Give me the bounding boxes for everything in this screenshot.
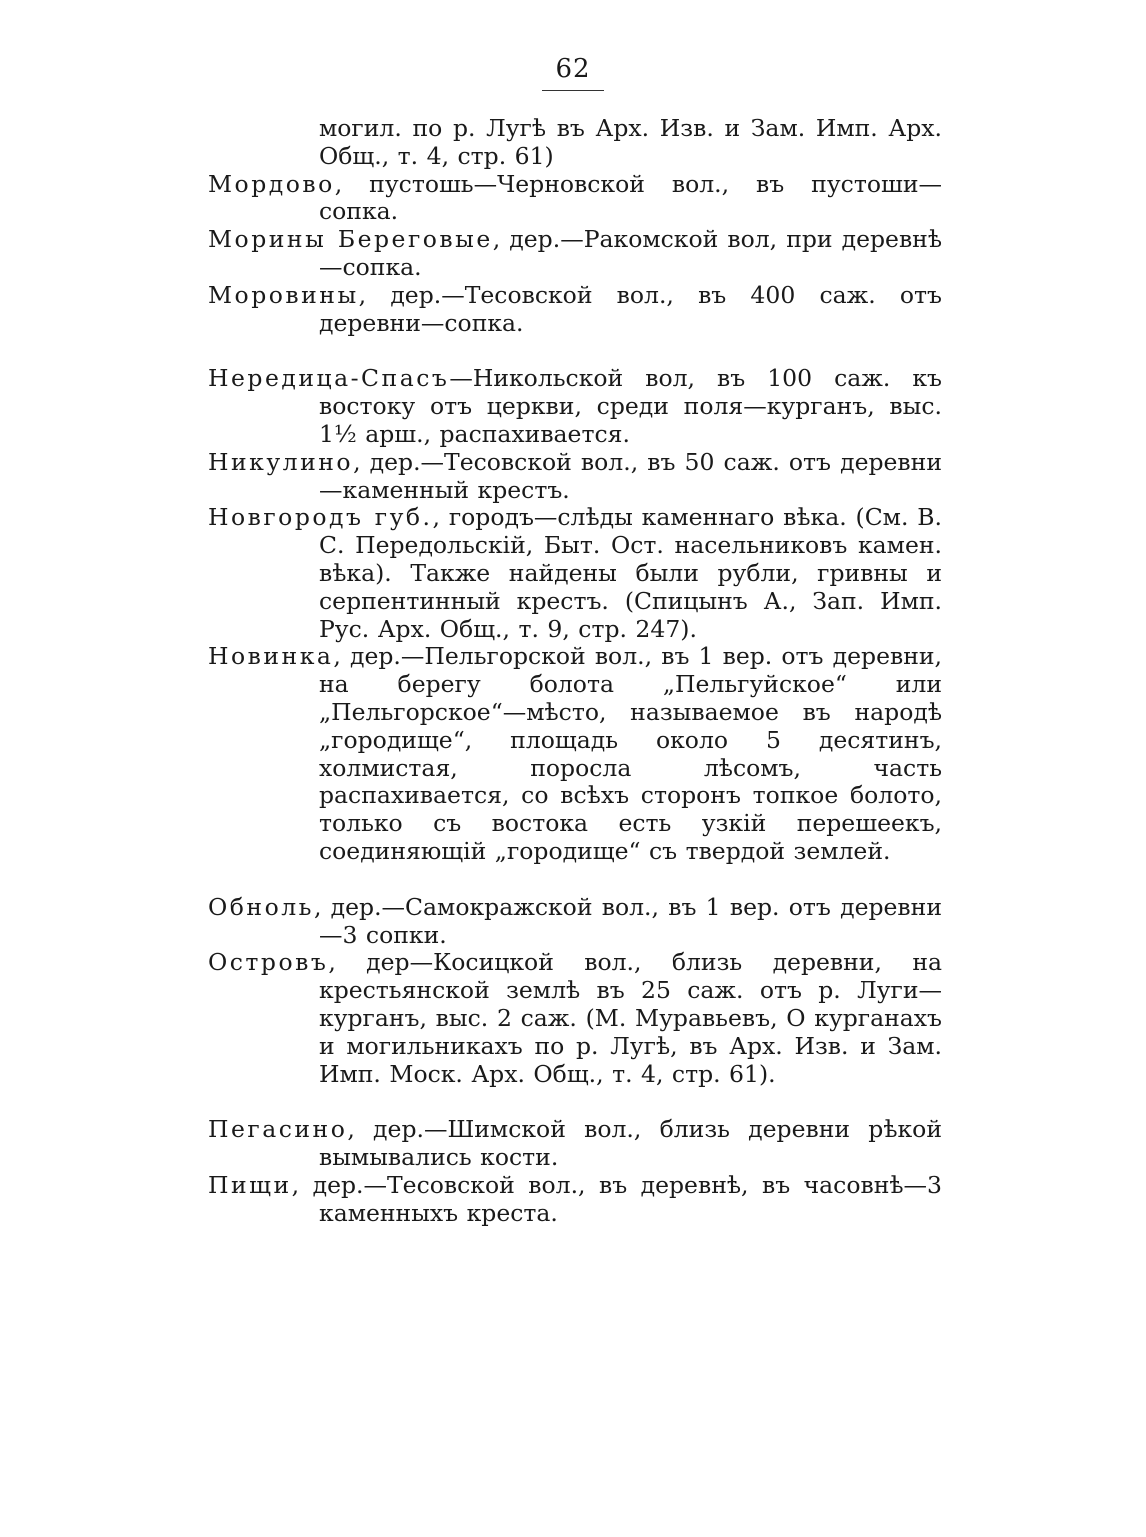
group-spacer (208, 1088, 942, 1116)
entry-group-p (208, 1116, 942, 1227)
entry-text: , пустошь—Черновской вол., въ пустоши—сопка. (319, 169, 942, 226)
entry-text: , дер.—Тесовской вол., въ деревнѣ, въ часовнѣ—3 каменныхъ креста. (291, 1170, 942, 1227)
entry-text: могил. по р. Лугѣ въ Арх. Изв. и Зам. Имп. Арх. Общ., т. 4, стр. 61) (319, 114, 942, 170)
entry-text: , дер.—Самокражской вол., въ 1 вер. отъ деревни—3 сопки. (313, 892, 942, 949)
entry-headword: Мордово (208, 169, 335, 198)
entry-novgorod (208, 504, 942, 643)
entry-pegasino (208, 1116, 942, 1172)
entry-text: , дер.—Ракомской вол, при деревнѣ—сопка. (319, 225, 943, 281)
entry-headword: Пищи (208, 1170, 292, 1199)
entry-headword: Моровины (208, 280, 359, 309)
entry-text: , дер—Косицкой вол., близь деревни, на крестьянской землѣ въ 25 саж. отъ р. Луги—курганъ, выс. 2 саж. (М. Муравьевъ, О курганахъ и могильникахъ по р. Лугѣ, въ Арх. Изв. и Зам. Имп. Моск. Арх. Общ., т. 4, стр. 61). (319, 948, 942, 1088)
entry-ostrov (208, 949, 942, 1088)
entry-text: , дер.—Тесовской вол., въ 400 саж. отъ деревни—сопка. (319, 280, 942, 337)
page-number: 62 (555, 54, 591, 84)
entry-headword: Островъ (208, 948, 329, 977)
entry-neredica-spas (208, 365, 942, 448)
page-number-rule (542, 90, 604, 91)
entry-continuation (208, 115, 942, 171)
entry-group-n (208, 365, 942, 865)
entry-novinka (208, 643, 942, 865)
group-spacer (208, 337, 942, 365)
entry-headword: Пегасино (208, 1115, 348, 1144)
entry-text: , дер.—Шимской вол., близь деревни рѣкой вымывались кости. (319, 1115, 942, 1172)
gazetteer-text (208, 115, 942, 1227)
entry-text: , дер.—Пельгорской вол., въ 1 вер. отъ деревни, на берегу болота „Пельгуйское“ или „Пельгорское“—мѣсто, называемое въ народѣ „городище“, площадь около 5 десятинъ, холмистая, поросла лѣсомъ, часть распахивается, со всѣхъ сторонъ топкое болото, только съ востока есть узкій перешеекъ, соединяющій „городище“ съ твердой землей. (319, 642, 942, 865)
entry-text: , дер.—Тесовской вол., въ 50 саж. отъ деревни—каменный крестъ. (319, 447, 942, 504)
entry-headword: Нередица-Спасъ (208, 364, 450, 393)
entry-text: , городъ—слѣды каменнаго вѣка. (См. В. С. Передольскій, Быт. Ост. насельниковъ камен. вѣка). Также найдены были рубли, гривны и серпентинный крестъ. (Спицынъ А., Зап. Имп. Рус. Арх. Общ., т. 9, стр. 247). (319, 503, 942, 643)
entry-moriny-beregovye (208, 226, 942, 282)
entry-pishchi (208, 1172, 942, 1228)
entry-mordovo (208, 171, 942, 227)
entry-headword: Никулино (208, 447, 354, 476)
entry-obnol (208, 894, 942, 950)
entry-morovinы (208, 282, 942, 338)
entry-headword: Обноль (208, 892, 314, 921)
group-spacer (208, 866, 942, 894)
entry-nikulino (208, 449, 942, 505)
entry-text: —Никольской вол, въ 100 саж. къ востоку отъ церкви, среди поля—курганъ, выс. 1½ арш., распахивается. (319, 364, 942, 448)
entry-headword: Новгородъ губ. (208, 503, 433, 532)
entry-group-m (208, 115, 942, 337)
entry-headword: Новинка (208, 642, 334, 671)
entry-group-o (208, 894, 942, 1089)
entry-headword: Морины Береговые (208, 225, 493, 254)
